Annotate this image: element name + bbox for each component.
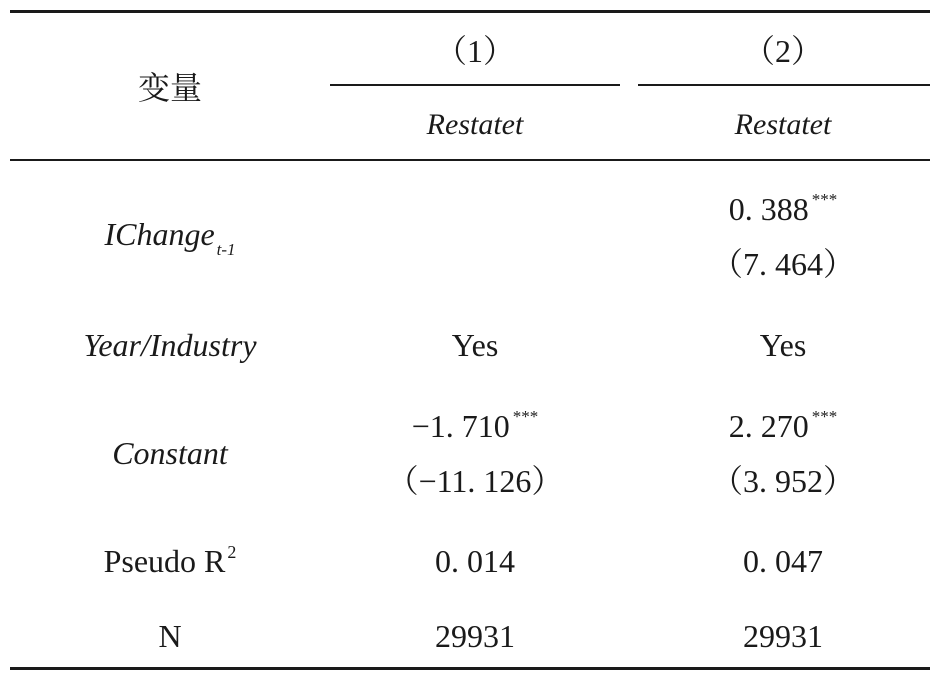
constant-col2-stars: ***: [811, 407, 838, 426]
year-industry-col2: Yes: [759, 327, 807, 363]
pseudo-r2-col2: 0. 047: [743, 543, 823, 579]
variable-header: 变量: [137, 70, 202, 106]
constant-col1-coef: −1. 710: [411, 408, 510, 444]
n-col1: 29931: [435, 618, 515, 654]
constant-col2-coef: 2. 270: [728, 408, 809, 444]
year-industry-col1: Yes: [451, 327, 499, 363]
n-col2: 29931: [743, 618, 823, 654]
constant-col1-tstat: （−11. 126）: [386, 463, 564, 499]
top-rule: [10, 10, 930, 13]
col2-header-rule: [638, 84, 930, 86]
row-label-year-industry: Year/Industry: [83, 327, 257, 363]
col1-dependent-var: Restatet: [426, 108, 524, 141]
col1-header-rule: [330, 84, 620, 86]
row-label-constant: Constant: [112, 435, 228, 471]
ichange-col2-stars: ***: [811, 190, 838, 209]
pseudo-r2-col1: 0. 014: [435, 543, 515, 579]
ichange-col2-coef: 0. 388: [728, 191, 809, 227]
constant-col1-coef-cell: [330, 407, 620, 444]
ichange-col2-coef-cell: [636, 190, 930, 227]
constant-col1-stars: ***: [512, 407, 539, 426]
constant-col2-tstat: （3. 952）: [710, 463, 855, 499]
row-label-n: N: [158, 618, 182, 654]
constant-col2-coef-cell: [636, 407, 930, 444]
bottom-rule: [10, 667, 930, 670]
pseudo-r2-label: Pseudo R: [103, 543, 226, 579]
col1-number: （1）: [434, 33, 515, 69]
ichange-subscript: t-1: [216, 240, 236, 259]
header-bottom-rule: [10, 159, 930, 161]
ichange-label: IChange: [104, 216, 215, 252]
row-label-ichange: [10, 216, 330, 259]
ichange-col2-tstat: （7. 464）: [710, 246, 855, 282]
col2-dependent-var: Restatet: [734, 108, 832, 141]
pseudo-r2-superscript: 2: [227, 542, 237, 562]
col2-number: （2）: [742, 33, 823, 69]
row-label-pseudo-r2: [10, 542, 330, 579]
